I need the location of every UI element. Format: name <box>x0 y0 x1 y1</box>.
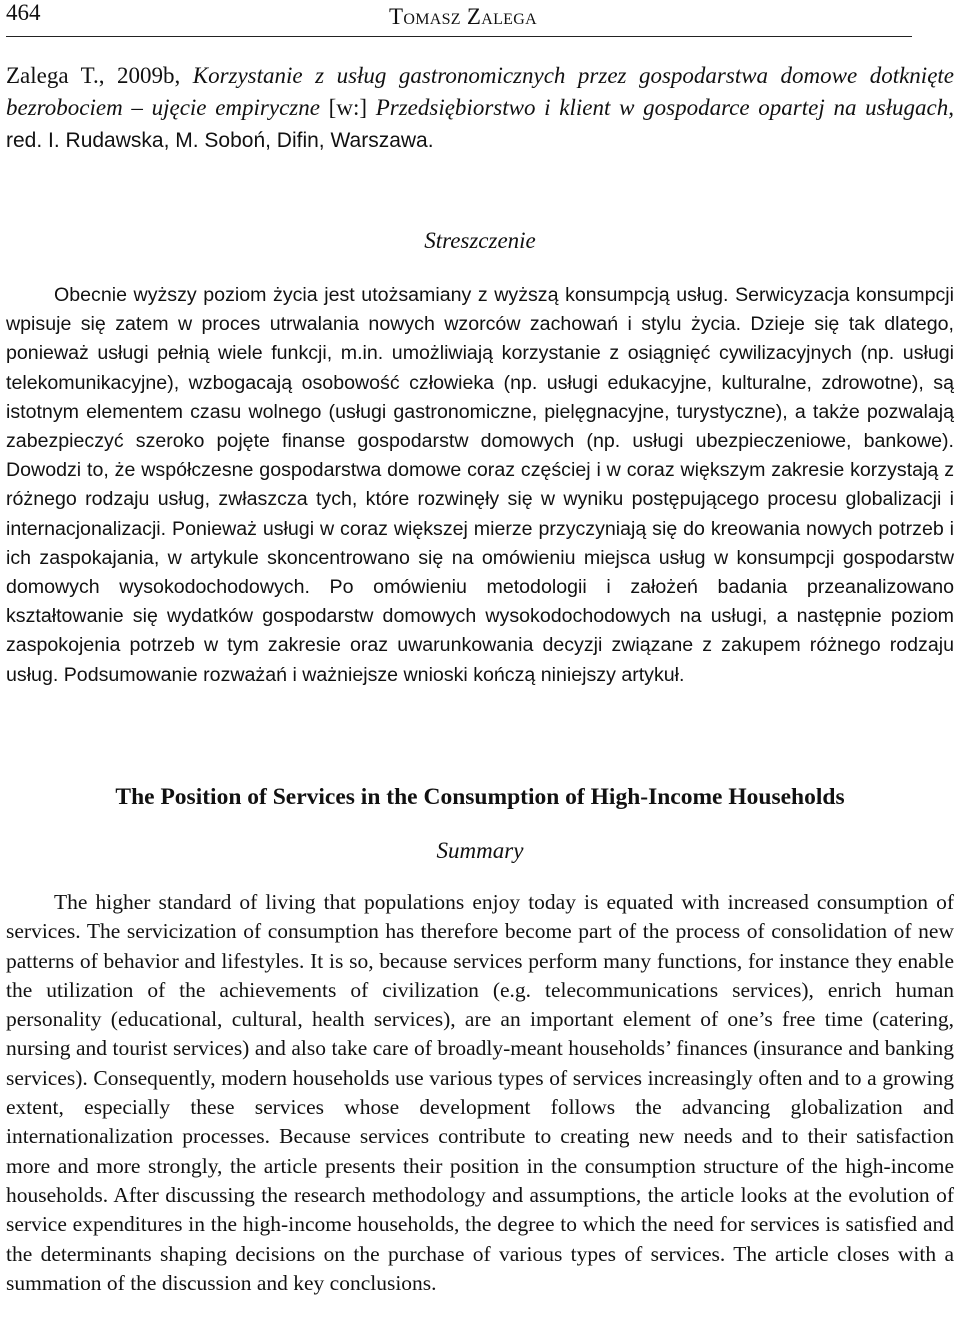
page-number: 464 <box>6 0 41 25</box>
summary-body: The higher standard of living that populations enjoy today is equated with increased consumption of services. The servicization of consumption has therefore become part of the process of consolidation of new patterns of behavior and lifestyles. It is so, because services perform many functions, for instance they enable the utilization of the achievements of civilization (e.g. telecommunications services), enrich human personality (educational, cultural, health services), are an important element of one’s free time (catering, nursing and tourist services) and also take care of broadly-meant households’ finances (insurance and banking services). Consequently, modern households use various types of services increasingly often and to a growing extent, especially these services whose development follows the advancing globalization and internationalization processes. Because services contribute to creating new needs and to their satisfaction more and more strongly, the article presents their position in the consumption structure of the high-income households. After discussing the research methodology and assumptions, the article looks at the evolution of service expenditures in the high-income households, the degree to which the need for services is satisfied and the determinants shaping decisions on the purchase of various types of services. The article closes with a summation of the discussion and key conclusions. <box>6 890 954 1295</box>
page-header <box>6 0 912 37</box>
english-title: The Position of Services in the Consumption of High-Income Households <box>115 784 845 810</box>
bib-editors-publisher: red. I. Rudawska, M. Soboń, Difin, Warszawa. <box>6 129 434 152</box>
running-head-author: Tomasz Zalega <box>389 4 537 29</box>
bib-article-title: Korzystanie z usług gastronomicznych przez gospodarstwa domowe dotknięte bezrobociem – ujęcie empiryczne <box>6 63 954 120</box>
bib-in-marker: [w:] <box>319 94 376 120</box>
summary-heading: Summary <box>436 838 524 863</box>
streszczenie-heading: Streszczenie <box>424 228 536 253</box>
bib-book-title: Przedsiębiorstwo i klient w gospodarce opartej na usługach, <box>375 94 954 120</box>
streszczenie-body: Obecnie wyższy poziom życia jest utożsamiany z wyższą konsumpcją usług. Serwicyzacja konsumpcji wpisuje się zatem w proces utrwalania nowych wzorców zachowań i stylu życia. Dzieje się tak dlatego, ponieważ usługi pełnią wiele funkcji, m.in. umożliwiają korzystanie z osiągnięć cywilizacyjnych (np. usługi telekomunikacyjne), wzbogacają osobowość człowieka (np. usługi edukacyjne, kulturalne, zdrowotne), są istotnym elementem czasu wolnego (usługi gastronomiczne, pielęgnacyjne, turystyczne), a także pozwalają zabezpieczyć szeroko pojęte finanse gospodarstw domowych (np. usługi ubezpieczeniowe, bankowe). Dowodzi to, że współczesne gospodarstwa domowe coraz częściej i w coraz większym zakresie korzystają z różnego rodzaju usług, zwłaszcza tych, które rozwinęły się w wyniku postępującego procesu globalizacji i internacjonalizacji. Ponieważ usługi w coraz większej mierze przyczyniają się do kreowania nowych potrzeb i ich zaspokajania, w artykule skoncentrowano się na omówieniu miejsca usług w konsumpcji gospodarstw domowych wysokodochodowych. Po omówieniu metodologii i założeń badania przeanalizowano kształtowanie się wydatków gospodarstw domowych wysokodochodowych na usługi, a następnie poziom zaspokojenia potrzeb w tym zakresie oraz uwarunkowania decyzji związane z zakupem różnego rodzaju usług. Podsumowanie rozważań i ważniejsze wnioski kończą niniejszy artykuł. <box>6 284 954 686</box>
bibliography-entry <box>6 60 954 157</box>
bib-author-year: Zalega T., 2009b, <box>6 63 193 88</box>
